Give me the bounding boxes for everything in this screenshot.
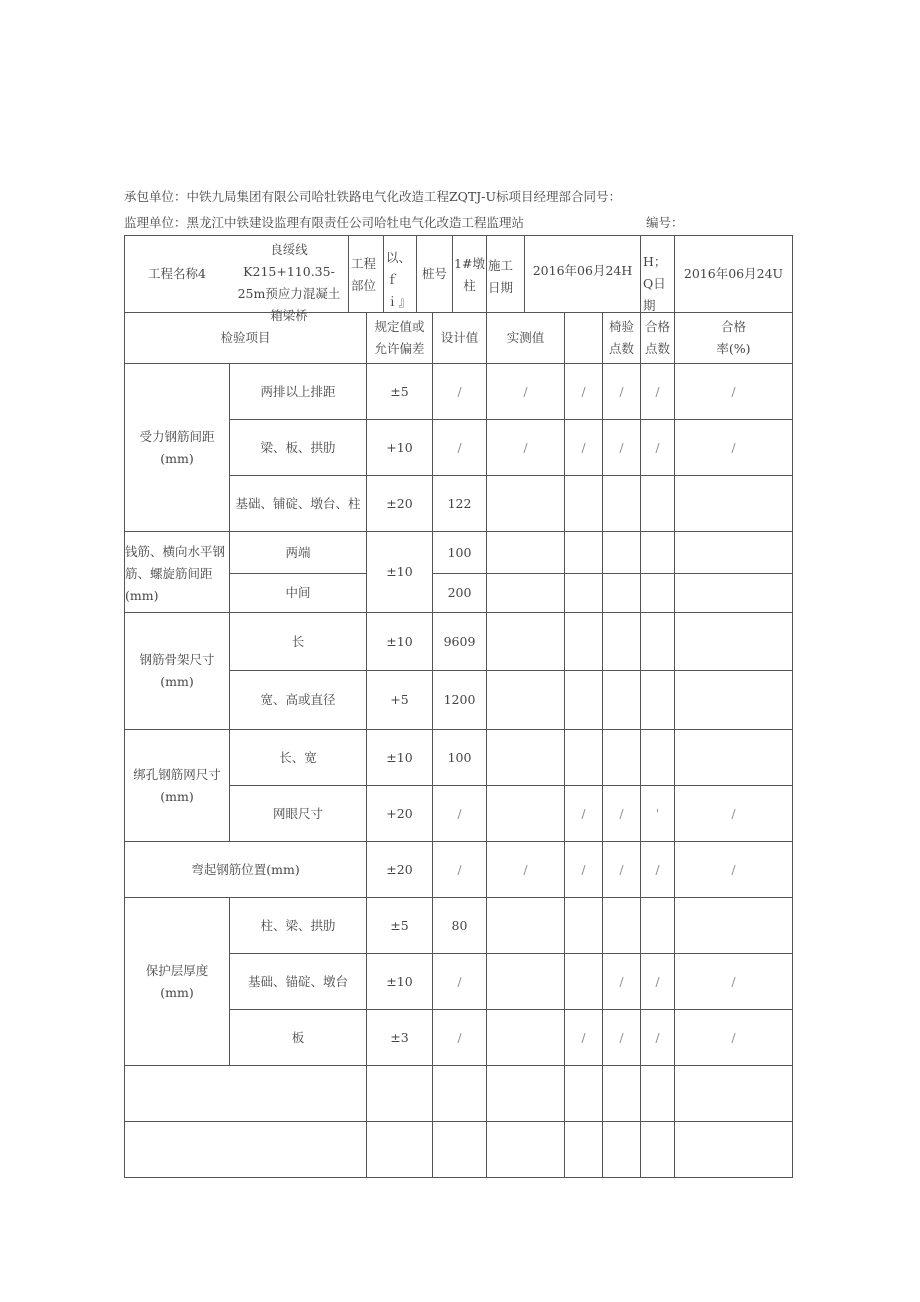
- group-bent-position: 弯起钢筋位置(mm): [191, 861, 300, 877]
- row-checked: /: [619, 806, 624, 821]
- row-design: 122: [447, 495, 472, 511]
- row-allowed: +10: [386, 439, 413, 455]
- row-design: /: [457, 440, 462, 455]
- row-passed: /: [655, 862, 660, 877]
- row-design: /: [457, 862, 462, 877]
- row-sub-label: 中间: [285, 585, 311, 600]
- col-header-measured: 实测值: [506, 330, 545, 345]
- row-checked: /: [619, 440, 624, 455]
- row-sub-label: 梁、板、拱肋: [260, 439, 336, 455]
- row-rate: /: [731, 862, 736, 877]
- row-sub-label: 长、宽: [279, 749, 317, 765]
- row-measured-2: /: [581, 862, 586, 877]
- row-design: 200: [447, 585, 472, 600]
- group-cover-thickness: 保护层厚度(mm): [145, 962, 209, 1000]
- row-sub-label: 基础、锚碇、墩台: [247, 973, 348, 989]
- col-header-allowed: 规定值或允许偏差: [374, 319, 425, 356]
- contractor-line: 承包单位：中铁九局集团有限公司哈牡铁路电气化改造工程ZQTJ-U标项目经理部合同号：: [124, 189, 622, 204]
- construction-date-value: 2016年06月24H: [532, 263, 633, 278]
- row-design: 9609: [443, 633, 476, 649]
- row-measured-1: /: [523, 862, 528, 877]
- col-header-rate: 合格率(%): [716, 319, 751, 356]
- group-cage-size: 钢筋骨架尺寸(mm): [139, 652, 215, 689]
- row-passed: /: [655, 1030, 660, 1045]
- pile-label: 桩号: [421, 266, 447, 281]
- row-design: 100: [447, 544, 472, 560]
- row-sub-label: 网眼尺寸: [272, 805, 323, 821]
- number-label: 编号：: [646, 215, 684, 230]
- row-design: 100: [447, 749, 472, 765]
- row-design: 1200: [443, 692, 476, 707]
- row-rate: /: [731, 974, 736, 989]
- row-rate: /: [731, 806, 736, 821]
- project-name-value: 良绥线K215+110.35-25m预应力混凝土箱梁桥: [237, 242, 341, 323]
- row-checked: /: [619, 384, 624, 399]
- row-sub-label: 柱、梁、拱肋: [260, 917, 336, 933]
- row-sub-label: 两排以上排距: [260, 383, 336, 399]
- row-checked: /: [619, 1030, 624, 1045]
- row-rate: /: [731, 440, 736, 455]
- row-rate: /: [731, 1030, 736, 1045]
- row-allowed: +20: [386, 805, 413, 821]
- group-stress-spacing: 受力钢筋间距(mm): [139, 428, 215, 466]
- row-allowed: ±5: [390, 917, 409, 933]
- empty-row: [125, 1066, 792, 1121]
- row-sub-label: 两端: [285, 544, 311, 560]
- row-sub-label: 板: [291, 1029, 305, 1045]
- row-measured-1: /: [523, 440, 528, 455]
- row-sub-label: 长: [291, 633, 305, 649]
- group-stirrup-spacing: 钱筋、横向水平钢筋、螺旋筋间距(mm): [125, 544, 226, 603]
- row-measured-1: /: [523, 384, 528, 399]
- row-passed: ': [655, 806, 660, 821]
- row-allowed: ±5: [390, 383, 409, 399]
- row-checked: /: [619, 862, 624, 877]
- project-name-label: 工程名称4: [148, 266, 206, 281]
- row-design: /: [457, 974, 462, 989]
- row-allowed: +5: [390, 692, 409, 707]
- row-allowed: ±3: [390, 1029, 409, 1045]
- row-design: /: [457, 384, 462, 399]
- work-part-label: 工程部位: [351, 256, 377, 293]
- row-design: /: [457, 1030, 462, 1045]
- row-measured-2: /: [581, 806, 586, 821]
- construction-date-label: 施工日期: [488, 258, 514, 295]
- row-rate: /: [731, 384, 736, 399]
- inspection-date-value: 2016年06月24U: [683, 266, 784, 281]
- row-measured-2: /: [581, 440, 586, 455]
- col-header-design: 设计值: [440, 330, 479, 345]
- row-design: /: [457, 806, 462, 821]
- empty-row: [125, 1122, 792, 1177]
- work-part-value: 以、ｆｉ』: [386, 250, 412, 309]
- row-measured-2: /: [581, 1030, 586, 1045]
- row-checked: /: [619, 974, 624, 989]
- row-design: 80: [451, 917, 468, 933]
- col-header-checked: 椅验点数: [608, 319, 634, 356]
- inspection-date-label: H；Q日期: [643, 254, 667, 313]
- row-sub-label: 宽、高或直径: [260, 692, 336, 707]
- row-passed: /: [655, 384, 660, 399]
- col-header-item: 检验项目: [220, 330, 271, 345]
- row-sub-label: 基础、铺碇、墩台、柱: [235, 495, 361, 511]
- row-allowed: ±10: [386, 973, 413, 989]
- row-passed: /: [655, 974, 660, 989]
- inspection-table: [124, 235, 794, 1179]
- supervisor-line: 监理单位：黑龙江中铁建设监理有限责任公司哈牡电气化改造工程监理站: [124, 215, 525, 230]
- row-passed: /: [655, 440, 660, 455]
- row-measured-2: /: [581, 384, 586, 399]
- row-allowed: ±10: [386, 564, 413, 579]
- row-allowed: ±10: [386, 633, 413, 649]
- row-allowed: ±20: [386, 495, 413, 511]
- pile-value: 1#墩柱: [454, 256, 485, 293]
- row-allowed: ±20: [386, 861, 413, 877]
- col-header-passed: 合格点数: [644, 319, 670, 356]
- group-mesh-size: 绑孔钢筋网尺寸(mm): [133, 766, 221, 804]
- row-allowed: ±10: [386, 749, 413, 765]
